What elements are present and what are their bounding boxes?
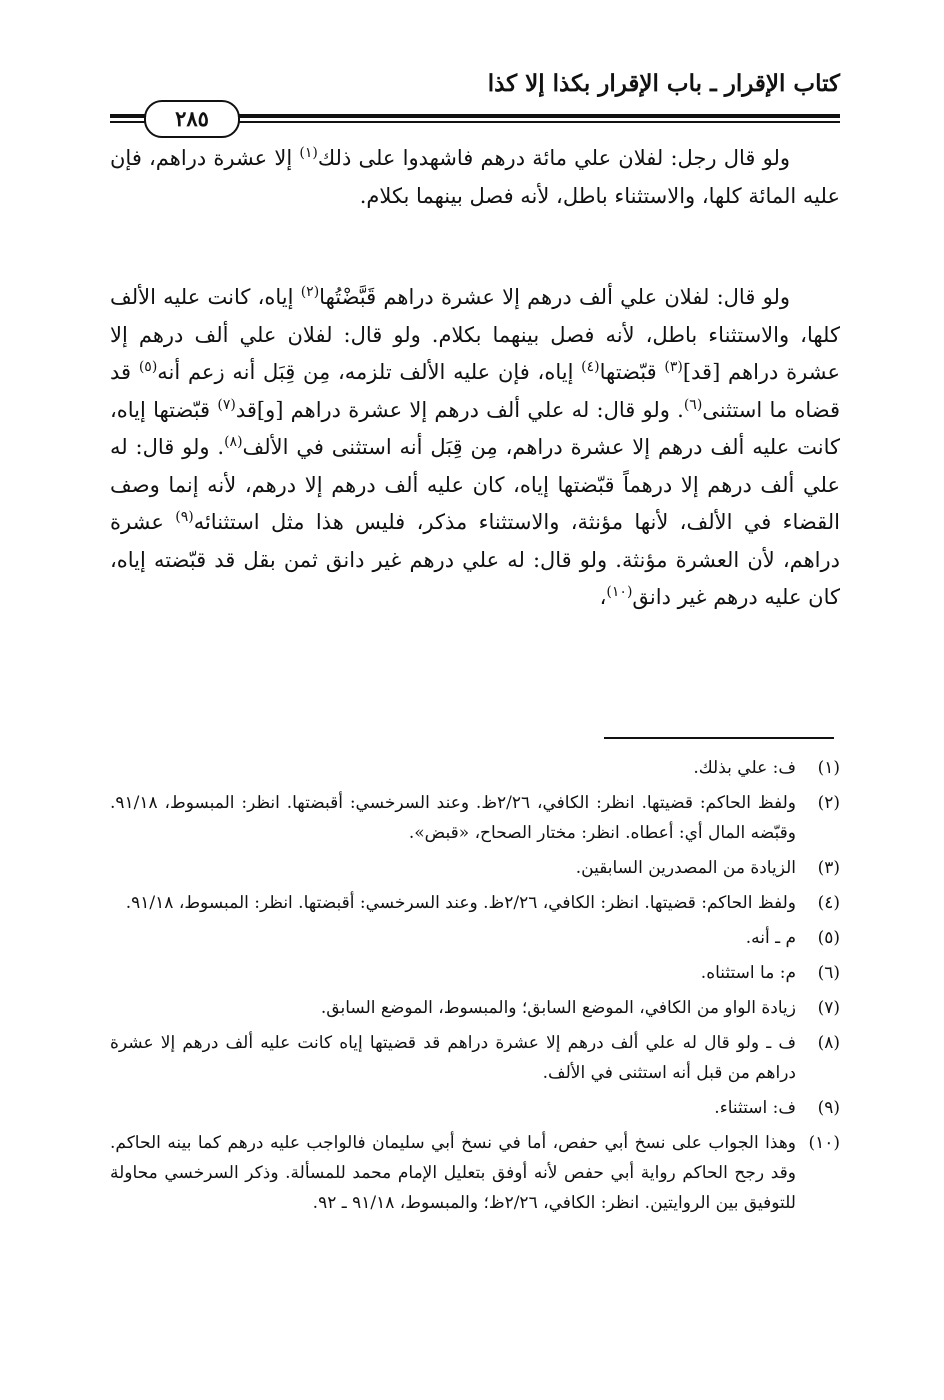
footnote-number: (١) (817, 758, 840, 778)
footnote-text: زيادة الواو من الكافي، الموضع السابق؛ والمبسوط، الموضع السابق. (320, 998, 796, 1018)
footnote-text: م: ما استثناه. (700, 963, 796, 983)
footnote-number: (٣) (817, 858, 840, 878)
footnote-ref-1[interactable]: (١) (299, 145, 318, 161)
footnote-text: ف: استثناء. (714, 1098, 796, 1118)
footnote-text: م ـ أنه. (745, 928, 796, 948)
main-text (110, 140, 840, 617)
footnote-number: (١٠) (808, 1133, 840, 1153)
footnote-ref-10[interactable]: (١٠) (606, 584, 633, 600)
footnote-2 (110, 788, 840, 848)
footnote-ref-5[interactable]: (٥) (138, 359, 158, 375)
footnote-ref-8[interactable]: (٨) (224, 434, 243, 450)
text-run: قبّضتها (599, 360, 665, 384)
footnote-8 (110, 1028, 840, 1088)
footnote-1 (110, 753, 840, 783)
footnote-4 (110, 888, 840, 918)
footnote-number: (٥) (817, 928, 840, 948)
footnote-number: (٩) (817, 1098, 840, 1118)
footnote-text: ف ـ ولو قال له علي ألف درهم إلا عشرة دراهم قد قضيتها إياه كانت عليه ألف درهم إلا عشرة دراهم من قبل أنه استثنى في الألف. (110, 1033, 796, 1083)
text-run: ، (599, 585, 607, 609)
text-run: . ولو قال: له علي ألف درهم إلا درهماً قبّضتها إياه، كان عليه ألف درهم إلا درهم، لأنه إنما وصف القضاء في الألف، لأنها مؤنثة، والاستثناء مذكر، فليس هذا مثل استثنائه (110, 435, 840, 534)
footnote-7 (110, 993, 840, 1023)
paragraph-1 (110, 140, 840, 215)
running-title: كتاب الإقرار ـ باب الإقرار بكذا إلا كذا (487, 70, 840, 97)
paragraph-2 (110, 279, 840, 617)
footnote-text: ف: علي بذلك. (693, 758, 796, 778)
footnote-6 (110, 958, 840, 988)
footnote-3 (110, 853, 840, 883)
footnote-9 (110, 1093, 840, 1123)
text-run: إياه، كانت عليه الألف كلها، والاستثناء باطل، لأنه فصل بينهما بكلام. ولو قال: لفلان علي ألف درهم إلا عشرة دراهم [قد] (110, 285, 841, 384)
footnotes (110, 753, 840, 1223)
text-run: عشرة دراهم، لأن العشرة مؤنثة. ولو قال: له علي درهم غير دانق ثمن بقل قد قبّضته إياه، كان عليه درهم غير دانق (110, 510, 840, 609)
text-run: . ولو قال: له علي ألف درهم إلا عشرة دراهم [و]قد (235, 397, 684, 422)
footnote-number: (٢) (817, 793, 840, 813)
footnote-ref-3[interactable]: (٣) (664, 359, 683, 375)
footnote-text: الزيادة من المصدرين السابقين. (575, 858, 796, 878)
text-run: قبّضتها إياه، كانت عليه ألف درهم إلا عشرة دراهم، مِن قِبَل أنه استثنى في الألف (110, 397, 840, 459)
footnote-number: (٧) (817, 998, 840, 1018)
text-run: ولو قال رجل: لفلان علي مائة درهم فاشهدوا على ذلك (317, 146, 790, 170)
footnote-number: (٨) (817, 1033, 840, 1053)
footnote-text: ولفظ الحاكم: قضيتها. انظر: الكافي، ٢/٢٦ظ. وعند السرخسي: أقبضتها. انظر: المبسوط، ٩١/١٨. (125, 893, 796, 913)
footnote-ref-9[interactable]: (٩) (175, 509, 194, 525)
footnote-5 (110, 923, 840, 953)
text-run: ولو قال: لفلان علي ألف درهم إلا عشرة دراهم قَبَّضْتُها (319, 285, 790, 309)
footnote-10 (110, 1128, 840, 1218)
footnote-ref-7[interactable]: (٧) (217, 396, 236, 413)
footnote-number: (٦) (817, 963, 840, 983)
footnote-text: وهذا الجواب على نسخ أبي حفص، أما في نسخ أبي سليمان فالواجب عليه درهم كما بينه الحاكم. وقد رجح الحاكم رواية أبي حفص لأنه أوفق بتعليل الإمام محمد للمسألة. وذكر السرخسي محاولة للتوفيق بين الروايتين. انظر: الكافي، ٢/٢٦ظ؛ والمبسوط، ٩١/١٨ ـ ٩٢. (110, 1133, 796, 1213)
text-run: إياه، فإن عليه الألف تلزمه، مِن قِبَل أنه زعم أنه (157, 360, 582, 384)
text-run: قد قضاه ما استثنى (110, 360, 840, 422)
footnote-ref-4[interactable]: (٤) (581, 359, 600, 375)
footnote-text: ولفظ الحاكم: قضيتها. انظر: الكافي، ٢/٢٦ظ. وعند السرخسي: أقبضتها. انظر: المبسوط، ٩١/١٨. وقبّضه المال أي: أعطاه. انظر: مختار الصحاح، «قبض». (110, 793, 796, 843)
footnote-number: (٤) (817, 893, 840, 913)
footnote-ref-6[interactable]: (٦) (683, 396, 703, 413)
page-number: ٢٨٥ (144, 100, 240, 138)
page-header (110, 70, 840, 130)
text-run: إلا عشرة دراهم، فإن عليه المائة كلها، والاستثناء باطل، لأنه فصل بينهما بكلام. (110, 146, 840, 208)
footnote-separator (604, 737, 834, 739)
footnote-ref-2[interactable]: (٢) (300, 284, 320, 300)
